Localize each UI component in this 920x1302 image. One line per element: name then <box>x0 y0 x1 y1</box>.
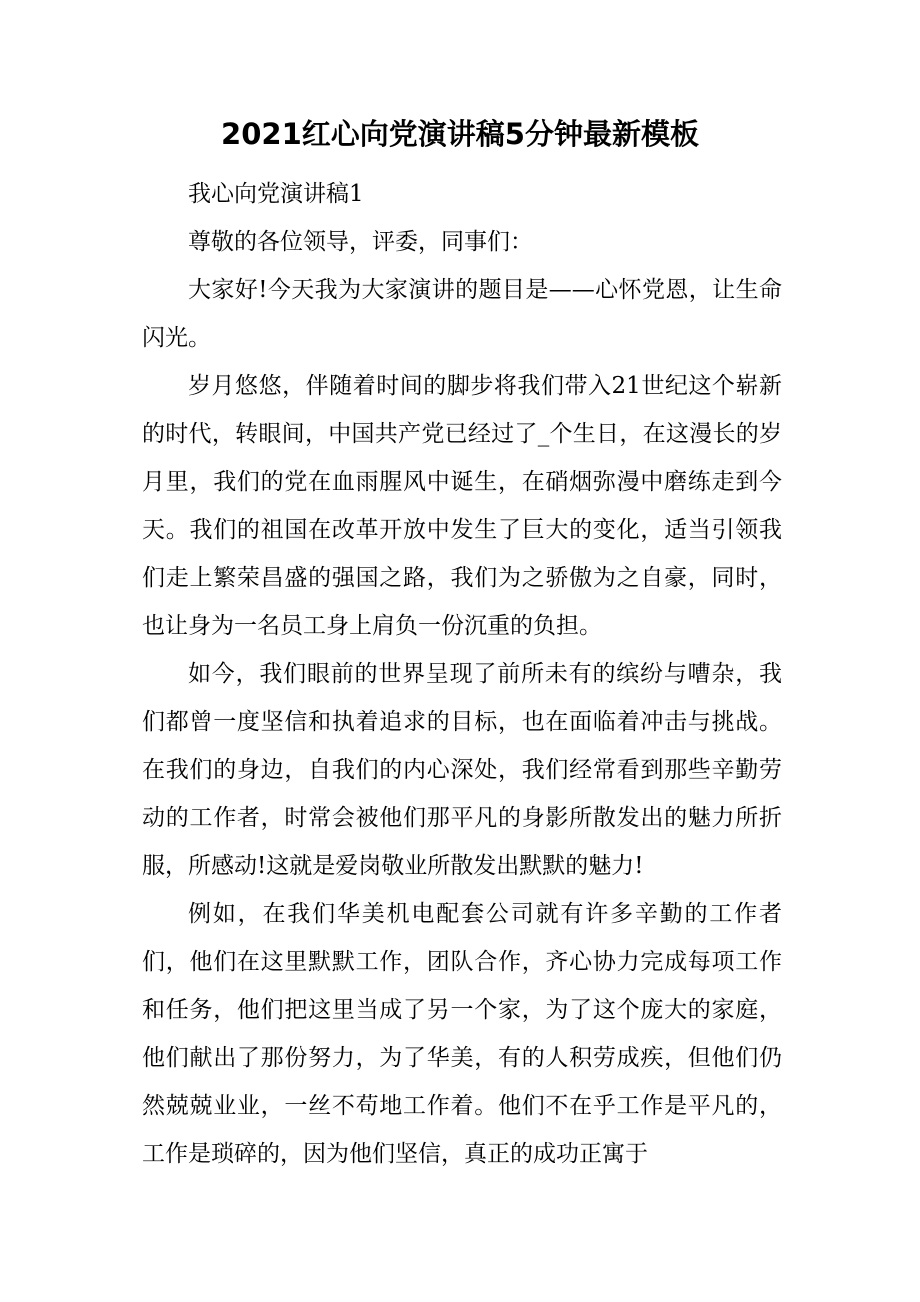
paragraph-body: 如今，我们眼前的世界呈现了前所未有的缤纷与嘈杂，我们都曾一度坚信和执着追求的目标，也在面临着冲击与挑战。在我们的身边，自我们的内心深处，我们经常看到那些辛勤劳动的工作者，时常会被他们那平凡的身影所散发出的魅力所折服，所感动!这就是爱岗敬业所散发出默默的魅力! <box>142 661 782 879</box>
document-title: 2021红心向党演讲稿5分钟最新模板 <box>221 117 699 151</box>
paragraph-body: 岁月悠悠，伴随着时间的脚步将我们带入21世纪这个崭新的时代，转眼间，中国共产党已经过了_个生日，在这漫长的岁月里，我们的党在血雨腥风中诞生，在硝烟弥漫中磨练走到今天。我们的祖国在改革开放中发生了巨大的变化，适当引领我们走上繁荣昌盛的强国之路，我们为之骄傲为之自豪，同时，也让身为一名员工身上肩负一份沉重的负担。 <box>142 373 782 639</box>
document-body <box>142 170 782 1178</box>
paragraph-heading: 我心向党演讲稿1 <box>188 181 364 207</box>
paragraph-greeting: 大家好!今天我为大家演讲的题目是——心怀党恩，让生命闪光。 <box>142 277 782 351</box>
paragraph-body: 例如，在我们华美机电配套公司就有许多辛勤的工作者们，他们在这里默默工作，团队合作，齐心协力完成每项工作和任务，他们把这里当成了另一个家，为了这个庞大的家庭，他们献出了那份努力，为了华美，有的人积劳成疾，但他们仍然兢兢业业，一丝不苟地工作着。他们不在乎工作是平凡的，工作是琐碎的，因为他们坚信，真正的成功正寓于 <box>142 901 782 1167</box>
paragraph-salutation: 尊敬的各位领导，评委，同事们： <box>188 229 533 255</box>
